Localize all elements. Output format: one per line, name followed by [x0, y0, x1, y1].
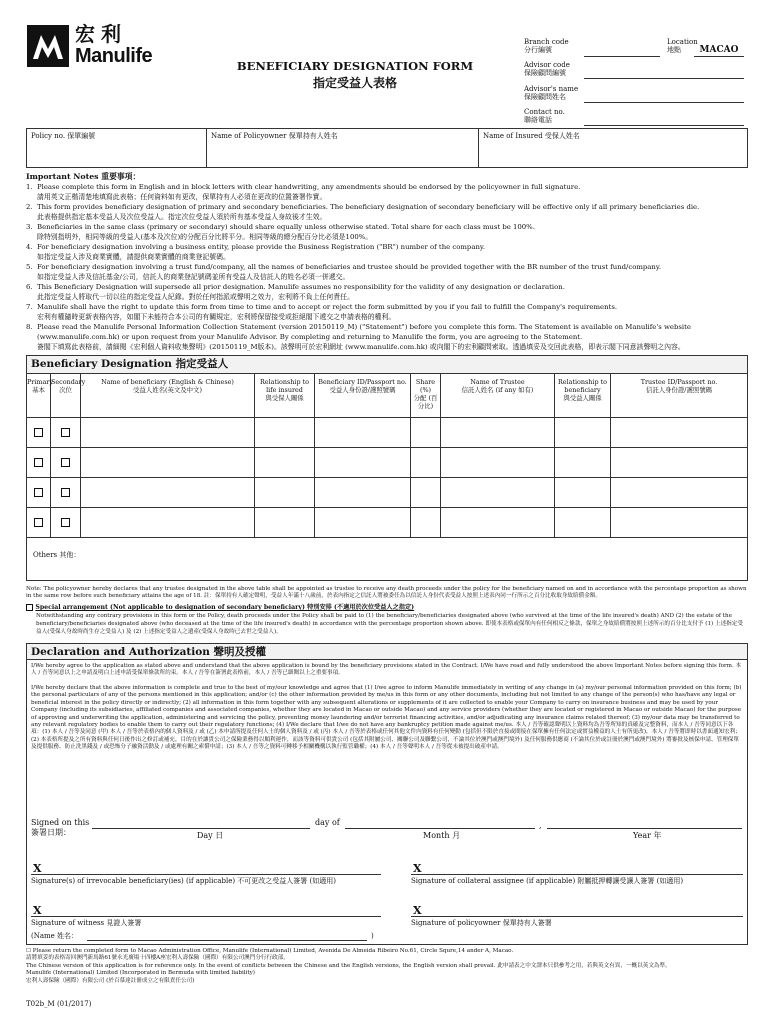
note-item [26, 182, 748, 202]
primary-checkbox-cell[interactable] [27, 418, 51, 447]
beneficiary-name-field[interactable] [81, 448, 255, 477]
declaration-paragraph-1: I/We hereby agree to the application as stated above and understand that the above application is bound by the beneficiary provisions stated in the Contract. I/We have read and fully understood the above Important Notes before signing this form. 本人 / 吾等同意以上之申請及明白上述申請受保單條款所約束。本人 / 吾等在簽署此表格前，本人 / 吾等已細閱以上之重要事項。 [31, 663, 742, 677]
signed-month-field[interactable] [345, 828, 535, 829]
primary-checkbox-cell[interactable] [27, 478, 51, 507]
note-item [26, 282, 748, 302]
trustee-id-field[interactable] [611, 478, 747, 507]
note-number: 8. [26, 323, 33, 331]
irrevocable-x: X [33, 862, 42, 875]
secondary-checkbox[interactable] [61, 518, 70, 527]
col-header-en: Name of beneficiary (English & Chinese) [101, 378, 234, 386]
relationship-field[interactable] [255, 478, 315, 507]
secondary-checkbox[interactable] [61, 488, 70, 497]
beneficiary-section [26, 355, 748, 581]
policy-no-field[interactable]: Policy no. 保單編號 [27, 129, 207, 167]
beneficiary-col-header [51, 374, 86, 418]
note-text-zh: 此指定受益人將取代一切以往的指定受益人紀錄。對於任何指派或聲明之效力，宏利將不負上任何責任。 [37, 293, 354, 301]
location-value[interactable]: MACAO [694, 45, 744, 57]
day-label: Day 日 [197, 831, 224, 840]
trustee-relationship-field[interactable] [555, 508, 611, 537]
note-item [26, 262, 748, 282]
logo-zh: 宏利 [75, 22, 127, 46]
witness-signature-label: Signature of witness 見證人簽署 [31, 919, 142, 927]
trustee-id-field[interactable] [611, 508, 747, 537]
beneficiary-row [27, 448, 747, 478]
share-field[interactable] [411, 448, 441, 477]
primary-checkbox[interactable] [34, 488, 43, 497]
insured-name-field[interactable]: Name of Insured 受保人姓名 [483, 132, 580, 140]
policyowner-x: X [413, 904, 422, 917]
irrevocable-signature-label: Signature(s) of irrevocable beneficiary(ies) (if applicable) 不可更改之受益人簽署 (如適用) [31, 877, 336, 885]
secondary-checkbox-cell[interactable] [51, 418, 81, 447]
beneficiary-table-header [27, 374, 747, 418]
signed-year-field[interactable] [547, 828, 742, 829]
witness-x: X [33, 904, 42, 917]
col-header-zh: 信託人身份證/護照號碼 [645, 386, 713, 394]
contact-field[interactable] [584, 125, 744, 126]
day-of-label: day of [315, 818, 340, 827]
trustee-id-field[interactable] [611, 418, 747, 447]
advisor-name-label: Advisor's name 保險顧問姓名 [524, 85, 579, 102]
branch-code-field[interactable] [584, 56, 660, 57]
advisor-name-field[interactable] [584, 102, 744, 103]
beneficiary-section-title: Beneficiary Designation 指定受益人 [27, 356, 747, 374]
year-label: Year 年 [633, 831, 662, 840]
primary-checkbox[interactable] [34, 428, 43, 437]
witness-signature-field[interactable] [31, 916, 381, 917]
policyowner-name-field[interactable]: Name of Policyowner 保單持有人姓名 [207, 129, 479, 167]
beneficiary-row [27, 508, 747, 538]
primary-checkbox-cell[interactable] [27, 448, 51, 477]
beneficiary-col-header [255, 374, 315, 418]
col-header-zh: 受益人身份證/護照號碼 [329, 386, 396, 394]
note-text-zh: 此表格提供指定基本受益人及次位受益人。指定次位受益人須於所有基本受益人身故後才生效。 [37, 213, 327, 221]
secondary-checkbox-cell[interactable] [51, 478, 81, 507]
irrevocable-signature-field[interactable] [31, 874, 381, 875]
secondary-checkbox-cell[interactable] [51, 448, 81, 477]
collateral-signature-field[interactable] [411, 874, 743, 875]
trustee-relationship-field[interactable] [555, 448, 611, 477]
relationship-field[interactable] [255, 448, 315, 477]
form-title-zh: 指定受益人表格 [312, 76, 397, 90]
primary-checkbox[interactable] [34, 518, 43, 527]
form-code: T02b_M (01/2017) [26, 1000, 92, 1008]
col-header-en: Share (%) [415, 378, 436, 394]
beneficiary-id-field[interactable] [315, 448, 411, 477]
footer [26, 948, 748, 985]
col-header-zh: 分配 (百分比) [413, 394, 438, 410]
col-header-en: Trustee ID/Passport no. [640, 378, 718, 386]
witness-name-label: (Name 姓名： [31, 932, 79, 940]
trustee-relationship-field[interactable] [555, 478, 611, 507]
note-number: 7. [26, 303, 33, 311]
note-item [26, 302, 748, 322]
note-text-en: This Beneficiary Designation will supersede all prior designation. Manulife assumes no responsibility for the validity of any designation or declaration. [37, 283, 565, 291]
col-header-zh: 次位 [59, 386, 72, 394]
col-header-zh: 與受保人關係 [265, 394, 304, 402]
beneficiary-col-header [27, 374, 51, 418]
note-text-zh: 除特別指明外，相同等級的受益人(基本及次位)的分配百分比將平分。相同等級的總分配百分比必須是100%。 [37, 233, 373, 241]
note-text-zh: 請用英文正楷清楚地填寫此表格；任何資料如有更改，保單持有人必須在更改的位置簽署作實。 [37, 193, 327, 201]
trustee-note: Note: The policyowner hereby declares that any trustee designated in the above table shall be appointed as trustee to receive any death proceeds under the policy for the beneficiary named on and in accordance with the percentage proportion as shown in the same row before such beneficiary attains the age of 18. 註：保單持有人確定聲明，受益人年滿十八歲前，於表內指定之信託人將被委任為以信託人身份代表受益人按照上述表內同一行所示之百分比收取身故賠償金額。 [26, 586, 747, 600]
note-item [26, 222, 748, 242]
col-header-en: Primary [27, 378, 53, 386]
share-field[interactable] [411, 508, 441, 537]
note-text-zh: 宏利有權隨時更新表格內容，如閣下未能符合本公司的有關規定，宏利將保留接受或拒絕閣下遞交之申請表格的權利。 [37, 313, 396, 321]
col-header-en: Beneficiary ID/Passport no. [318, 378, 407, 386]
beneficiary-row [27, 478, 747, 508]
signed-day-field[interactable] [92, 828, 310, 829]
manulife-logo-icon [27, 25, 69, 67]
note-item [26, 322, 748, 352]
col-header-zh: 與受益人關係 [563, 394, 602, 402]
others-label: Others 其他： [33, 551, 81, 559]
beneficiary-id-field[interactable] [315, 478, 411, 507]
footer-return-zh: 請將填妥的表格寄回澳門新馬路61號永光廣場十四樓A座宏利人壽保險（國際）有限公司澳門分行行政部。 [26, 955, 289, 962]
declaration-title: Declaration and Authorization 聲明及授權 [27, 644, 747, 660]
note-text-en: Please complete this form in English and in block letters with clear handwriting, any amendments should be endorsed by the policyowner in full signature. [37, 183, 581, 191]
beneficiary-row [27, 418, 747, 448]
note-item [26, 202, 748, 222]
logo-en: Manulife [75, 45, 153, 67]
special-arrangement-checkbox[interactable] [26, 604, 33, 611]
manulife-logo [27, 22, 187, 70]
note-text-en: Please read the Manulife Personal Information Collection Statement (version 20150119_M) ("Statement") before you complete this form. The Statement is available on Manulife's website (www.manulife.com.hk) or upon request from your Manulife Advisor. By completing and returning to Manulife the form, you are agreeing to the Statement. [37, 323, 691, 341]
month-label: Month 月 [423, 831, 461, 840]
note-text-zh: 如指定受益人涉及商業實體，請提供商業實體的商業登記號碼。 [37, 253, 230, 261]
location-label: Location 地點 [667, 38, 698, 55]
trustee-name-field[interactable] [441, 478, 555, 507]
note-number: 4. [26, 243, 33, 251]
col-header-zh: 基本 [32, 386, 45, 394]
beneficiary-name-field[interactable] [81, 418, 255, 447]
beneficiary-col-header [81, 374, 255, 418]
footer-return-en: ☐ Please return the completed form to Macao Administration Office, Manulife (International) Limited, Avenida De Almeida Ribeiro No.61, Circle Squre,14 ander A, Macao. [26, 948, 514, 954]
beneficiary-id-field[interactable] [315, 508, 411, 537]
primary-checkbox[interactable] [34, 458, 43, 467]
note-text-en: For beneficiary designation involving a business entity, please provide the Business Registration ("BR") number of the company. [37, 243, 486, 251]
col-header-en: Relationship to life insured [259, 378, 309, 394]
beneficiary-id-field[interactable] [315, 418, 411, 447]
trustee-name-field[interactable] [441, 448, 555, 477]
beneficiary-col-header [611, 374, 747, 418]
form-title-en: BENEFICIARY DESIGNATION FORM [236, 59, 474, 73]
policy-info-row [26, 128, 748, 168]
trustee-name-field[interactable] [441, 508, 555, 537]
beneficiary-col-header [411, 374, 441, 418]
witness-name-field[interactable] [87, 940, 367, 941]
notes-list [26, 182, 748, 352]
share-field[interactable] [411, 478, 441, 507]
beneficiary-col-header [315, 374, 411, 418]
footer-company-en: Manulife (International) Limited (Incorporated in Bermuda with limited liability) [26, 970, 255, 977]
col-header-zh: 信託人姓名 (if any 如有) [461, 386, 534, 394]
signed-on-label: Signed on this 簽署日期： [31, 818, 90, 837]
note-text-zh: 簽閣下填寫此表格前，請細閱《宏利個人資料收集聲明》(20150119_M版本)。該聲明可於宏利網址 (www.manulife.com.hk) 或向閣下的宏利顧問索取。透過填妥及交回此表格，即表示閣下同意該聲明之內容。 [37, 343, 685, 351]
special-arrangement-title: Special arrangement (Not applicable to designation of secondary beneficiary) 特別安排 (不適用於次位受益人之指定) [35, 604, 415, 611]
witness-name-close: ) [371, 932, 374, 940]
secondary-checkbox[interactable] [61, 428, 70, 437]
trustee-relationship-field[interactable] [555, 418, 611, 447]
collateral-x: X [413, 862, 422, 875]
relationship-field[interactable] [255, 508, 315, 537]
notes-heading: Important Notes 重要事項： [26, 172, 141, 181]
secondary-checkbox[interactable] [61, 458, 70, 467]
note-number: 6. [26, 283, 33, 291]
beneficiary-name-field[interactable] [81, 478, 255, 507]
note-text-zh: 如指定受益人涉及信託基金/公司，信託人的商業登記號碼並所有受益人及信託人的姓名必須一併遞交。 [37, 273, 350, 281]
note-text-en: Beneficiaries in the same class (primary or secondary) should share equally unless otherwise stated. Total share for each class must be 100%. [37, 223, 535, 231]
col-header-en: Secondary [51, 378, 86, 386]
note-text-en: This form provides beneficiary designation of primary and secondary beneficiaries. The beneficiary designation of secondary beneficiary will be effective only if all primary beneficiaries die. [37, 203, 700, 211]
share-field[interactable] [411, 418, 441, 447]
beneficiary-col-header [555, 374, 611, 418]
beneficiary-table-body [27, 418, 747, 538]
beneficiary-col-header [441, 374, 555, 418]
relationship-field[interactable] [255, 418, 315, 447]
branch-code-label: Branch code 分行編號 [524, 38, 569, 55]
col-header-en: Name of Trustee [470, 378, 525, 386]
note-number: 3. [26, 223, 33, 231]
primary-checkbox-cell[interactable] [27, 508, 51, 537]
declaration-section [26, 643, 748, 945]
note-item [26, 242, 748, 262]
advisor-code-field[interactable] [584, 78, 744, 79]
col-header-en: Relationship to beneficiary [557, 378, 607, 394]
comma: , [539, 821, 542, 830]
secondary-checkbox-cell[interactable] [51, 508, 81, 537]
advisor-code-label: Advisor code 保險顧問編號 [524, 61, 570, 78]
special-arrangement [26, 602, 748, 636]
footer-company-zh: 宏利人壽保險（國際）有限公司 (於百慕達註冊成立之有限責任公司) [26, 977, 195, 984]
note-number: 2. [26, 203, 33, 211]
col-header-zh: 受益人姓名(英文及中文) [133, 386, 202, 394]
contact-label: Contact no. 聯絡電話 [524, 108, 565, 125]
policyowner-signature-label: Signature of policyowner 保單持有人簽署 [411, 919, 552, 927]
footer-version-note: The Chinese version of this application is for reference only. In the event of conflicts between the Chinese and the English versions, the English version shall prevail. 此申請表之中文譯本只供參考之用，若與英文有異，一概以英文為準。 [26, 962, 671, 969]
declaration-paragraph-2: I/We hereby declare that the above information is complete and true to the best of my/our knowledge and agree that (1) I/we agree to inform Manulife immediately in writing of any change in (a) my/our personal information provided on this form; (b) the personal particulars of any of the persons mentioned in this application; and/or (c) the other information provided by me/us in this form or any other documents, including but not limited to any change of the person(s) who has/have any legal or beneficial interest in the policy directly or indirectly; (2) all information in this form together with any subsequent alterations or supplements of it are collected to enable your Company to carry on insurance business and may be used by your Company (including its subsidiaries, affiliated companies and associated companies, whether they are located in Macao or outside Macao) and any service providers (whether they are located or registered in Macao or outside Macao) for the purpose of approving and underwriting the application, administering and servicing the policy, preventing money laundering and/or terrorist financing activities, and/or adjudicating any insurance claims related thereof; (3) my/our data may be transferred to any relevant regulatory bodies to enable them to carry out their regulatory functions; (4) I/We declare that I/we do not have any bankruptcy petition made against me/us. 本人 / 吾等確認聲明以上資料均為吾等所知的真確及完整資料，而本人 / 吾等同意以下各項：(1) 本人 / 吾等及同意 (甲) 本人 / 吾等於表格內的個人資料及 / 或 (乙) 本申請所提及任何人士的個人資料及 / 或 (丙) 本人 / 吾等於表格或任何其他文件內資料有任何變動 (包括但不限於直接或間接在保單擁有任何法定或實益權益的人士有所更改)，本人 / 吾等將即時以書面通知宏利；(2) 本表格所提及之所有資料與任何日後作出之修訂或補充，目的在於讓貴公司之保險業務得以順利運作，而該等資料可供貴公司 (包括其附屬公司、關聯公司及聯繫公司，不論其位於澳門或澳門境外) 及任何服務供應商 (不論其位於或註冊於澳門或澳門境外) 將審批及核保申請、管理保單及提供服務、防止洗黑錢及 / 或恐怖分子融資活動及 / 或處理有關之索償申請；(3) 本人 / 吾等之資料可轉移予相關機構以執行監管職權；(4) 本人 / 吾等聲明本人 / 吾等從未被提出破產申請。 [31, 685, 742, 751]
policyowner-signature-field[interactable] [411, 916, 743, 917]
note-number: 1. [26, 183, 33, 191]
important-notes [26, 172, 748, 352]
trustee-name-field[interactable] [441, 418, 555, 447]
note-text-en: For beneficiary designation involving a trust fund/company, all the names of beneficiaries and trustee should be provided together with the BR number of the trust fund/company. [37, 263, 662, 271]
collateral-signature-label: Signature of collateral assignee (if applicable) 附屬抵押轉讓受讓人簽署 (如適用) [411, 877, 684, 885]
trustee-id-field[interactable] [611, 448, 747, 477]
special-arrangement-text: Notwithstanding any contrary provisions in this form or the Policy, death proceeds under the Policy shall be paid to (1) the beneficiary/beneficiaries designated above (who survived at the time of the life insured's death) AND (2) the estate of the beneficiary/beneficiaries designated above (who deceased at the time of the life insured's death) in accordance with the percentage proportion shown above. 即使本表格或保單內有任何相反之條款，保單之身故賠償將按照上述所示的百分比支付予 (1) 上述指定受益人(受保人身故時尚生存之受益人) 及 (2) 上述指定受益人之遺產(受保人身故時已去世之受益人)。 [36, 613, 743, 635]
beneficiary-name-field[interactable] [81, 508, 255, 537]
note-number: 5. [26, 263, 33, 271]
note-text-en: Manulife shall have the right to update this form from time to time and to accept or reject the form submitted by you if you fail to fulfill the Company's requirements. [37, 303, 618, 311]
